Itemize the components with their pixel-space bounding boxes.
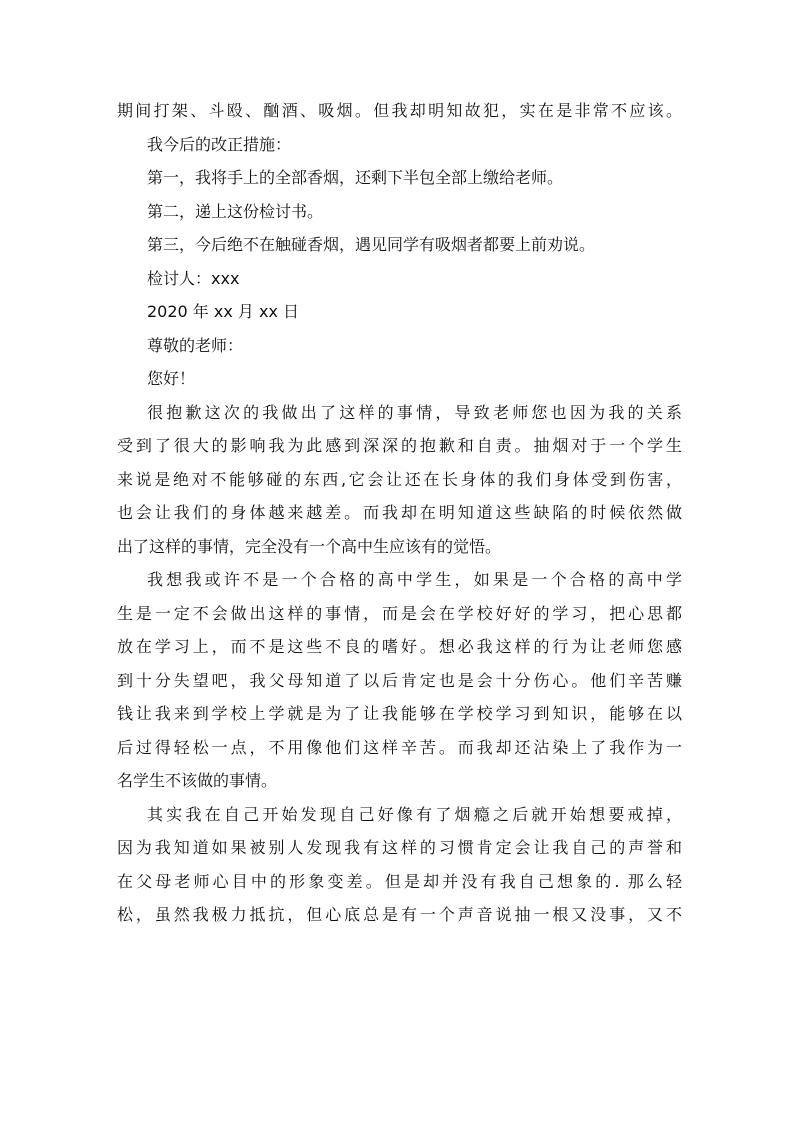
- text-line: 第二，递上这份检讨书。: [147, 201, 324, 221]
- document-body: [117, 94, 682, 932]
- text-line: 松，虽然我极力抵抗，但心底总是有一个声音说抽一根又没事，又不: [117, 905, 682, 924]
- date-line: 2020 年 xx 月 xx 日: [147, 302, 300, 321]
- text-line: 出了这样的事情，完全没有一个高中生应该有的觉悟。: [117, 536, 502, 556]
- text-line: 在父母老师心目中的形象变差。但是却并没有我自己想象的. 那么轻: [117, 871, 682, 891]
- text-line: 钱让我来到学校上学就是为了让我能够在学校学习到知识，能够在以: [117, 704, 682, 723]
- text-line: 我想我或许不是一个合格的高中学生，如果是一个合格的高中学: [147, 570, 682, 589]
- text-line: 很抱歉这次的我做出了这样的事情，导致老师您也因为我的关系: [147, 402, 682, 422]
- text-line: 检讨人：xxx: [147, 268, 240, 288]
- salutation: 尊敬的老师：: [147, 335, 244, 355]
- text-line: 放在学习上，而不是这些不良的嗜好。想必我这样的行为让老师您感: [117, 637, 682, 656]
- text-line: 第三，今后绝不在触碰香烟，遇见同学有吸烟者都要上前劝说。: [147, 235, 596, 254]
- text-line: 来说是绝对不能够碰的东西,它会让还在长身体的我们身体受到伤害，: [117, 469, 682, 489]
- text-line: 到十分失望吧，我父母知道了以后肯定也是会十分伤心。他们辛苦赚: [117, 670, 682, 690]
- text-line: 名学生不该做的事情。: [117, 771, 278, 790]
- greeting: 您好！: [147, 369, 196, 388]
- text-line: 第一，我将手上的全部香烟，还剩下半包全部上缴给老师。: [147, 168, 564, 187]
- text-line: 我今后的改正措施：: [147, 134, 292, 154]
- text-line: 生是一定不会做出这样的事情，而是会在学校好好的学习，把心思都: [117, 603, 682, 623]
- text-line: 也会让我们的身体越来越差。而我却在明知道这些缺陷的时候依然做: [117, 503, 682, 522]
- text-line: 期间打架、斗殴、酗酒、吸烟。但我却明知故犯，实在是非常不应该。: [117, 101, 682, 120]
- text-line: 其实我在自己开始发现自己好像有了烟瘾之后就开始想要戒掉，: [147, 804, 682, 824]
- text-line: 后过得轻松一点，不用像他们这样辛苦。而我却还沾染上了我作为一: [117, 737, 682, 757]
- text-line: 受到了很大的影响我为此感到深深的抱歉和自责。抽烟对于一个学生: [117, 436, 682, 455]
- text-line: 因为我知道如果被别人发现我有这样的习惯肯定会让我自己的声誉和: [117, 838, 682, 857]
